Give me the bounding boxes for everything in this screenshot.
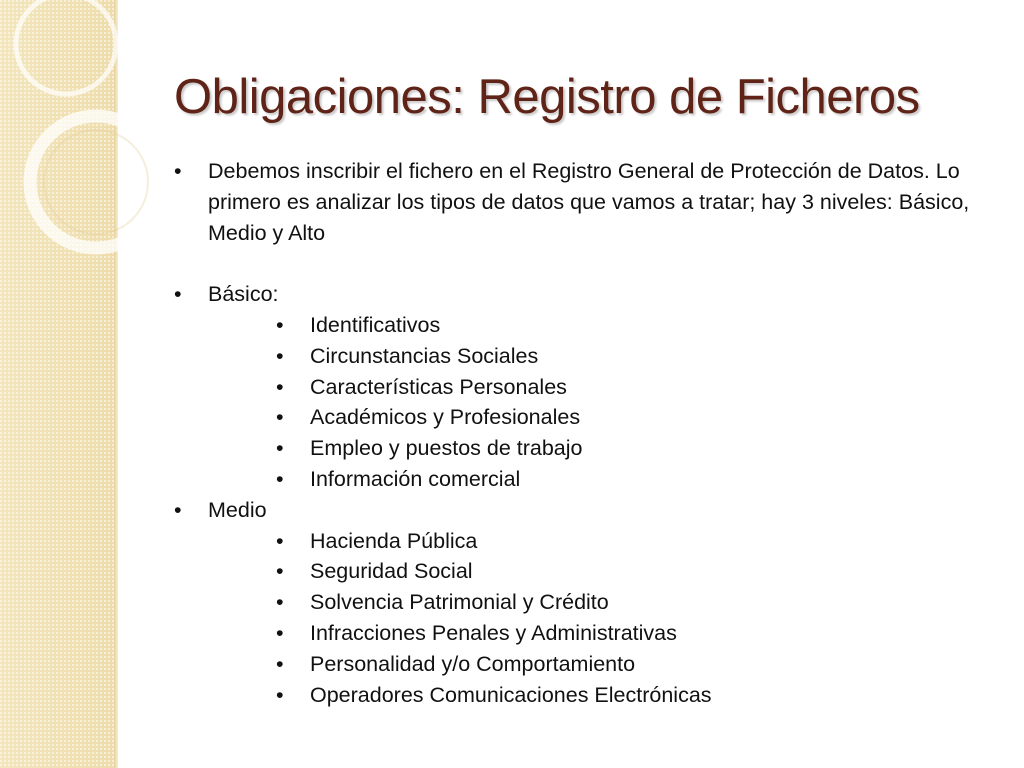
sub-item-text: Académicos y Profesionales <box>310 405 581 430</box>
bullet: • <box>276 559 284 584</box>
list-item-basico <box>174 279 974 310</box>
sub-list-item <box>276 402 974 433</box>
bullet: • <box>276 620 284 645</box>
slide-title: Obligaciones: Registro de Ficheros <box>174 70 920 124</box>
spacer <box>174 248 974 279</box>
sub-item-text: Hacienda Pública <box>310 528 478 553</box>
bullet: • <box>276 528 284 553</box>
bullet: • <box>276 343 284 368</box>
side-panel-edge <box>114 0 118 768</box>
bullet: • <box>276 312 284 337</box>
sub-list-item <box>276 433 974 464</box>
bullet: • <box>276 651 284 676</box>
sub-item-text: Información comercial <box>310 466 521 491</box>
sub-item-text: Circunstancias Sociales <box>310 343 539 368</box>
intro-text: Debemos inscribir el fichero en el Registro General de Protección de Datos. Lo primero es analizar los tipos de datos que vamos a tratar; hay 3 niveles: Básico, Medio y Alto <box>208 159 970 245</box>
sub-item-text: Infracciones Penales y Administrativas <box>310 620 677 645</box>
sub-list-item <box>276 556 974 587</box>
bullet: • <box>174 497 182 522</box>
bullet: • <box>276 466 284 491</box>
sub-list-item <box>276 372 974 403</box>
sub-list-item <box>276 464 974 495</box>
sub-list-item <box>276 341 974 372</box>
sub-list-item <box>276 526 974 557</box>
sub-item-text: Identificativos <box>310 312 441 337</box>
slide-content <box>174 156 974 710</box>
bullet: • <box>276 405 284 430</box>
bullet: • <box>276 682 284 707</box>
sub-list-item <box>276 587 974 618</box>
bullet: • <box>174 159 182 183</box>
list-item-intro <box>174 156 974 248</box>
sub-item-text: Personalidad y/o Comportamiento <box>310 651 636 676</box>
bullet: • <box>276 590 284 615</box>
sub-item-text: Solvencia Patrimonial y Crédito <box>310 590 609 615</box>
sub-item-text: Empleo y puestos de trabajo <box>310 436 583 461</box>
list-item-medio <box>174 495 974 526</box>
sub-list-item <box>276 649 974 680</box>
sub-list-item <box>276 680 974 711</box>
bullet: • <box>276 436 284 461</box>
sub-list-item <box>276 618 974 649</box>
basico-label: Básico: <box>208 282 279 307</box>
sub-item-text: Seguridad Social <box>310 559 473 584</box>
decorative-side-panel <box>0 0 114 768</box>
sub-item-text: Operadores Comunicaciones Electrónicas <box>310 682 712 707</box>
sub-list-item <box>276 310 974 341</box>
bullet: • <box>276 374 284 399</box>
sub-item-text: Características Personales <box>310 374 567 399</box>
medio-label: Medio <box>208 497 267 522</box>
bullet: • <box>174 282 182 307</box>
